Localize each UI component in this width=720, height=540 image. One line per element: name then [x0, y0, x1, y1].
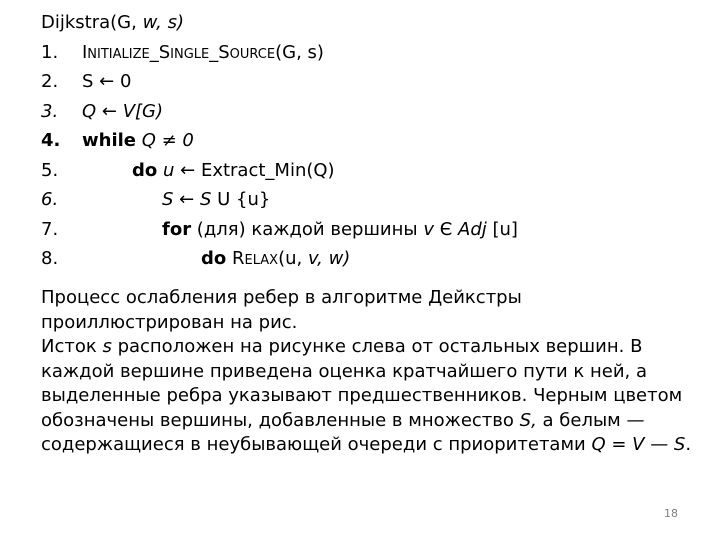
line-number: 4. — [41, 130, 61, 151]
algorithm-header — [41, 8, 701, 38]
assignment-rhs: U {u} — [211, 189, 271, 210]
procedure-call: Relax — [232, 248, 279, 269]
function-name: Dijkstra — [41, 12, 111, 33]
line-number: 7. — [41, 218, 59, 240]
procedure-args-rest: v, w) — [307, 248, 351, 269]
procedure-call: Initialize_Single_Source — [82, 41, 276, 63]
algorithm-line-1 — [41, 38, 701, 68]
line-number: 5. — [41, 159, 59, 181]
description-paragraph — [41, 286, 701, 458]
keyword-do: do — [132, 159, 158, 181]
variable-v: v — [423, 218, 434, 240]
line-number: 1. — [41, 41, 59, 63]
statement: ← Extract_Min(Q) — [174, 159, 335, 181]
header-args-rest: w, s) — [142, 12, 184, 33]
algorithm-line-6 — [41, 185, 701, 215]
algorithm-line-2 — [41, 67, 701, 97]
paragraph-1: Процесс ослабления ребер в алгоритме Дейкстры проиллюстрирован на рис. — [41, 287, 522, 333]
header-args-open: (G, — [110, 12, 143, 33]
line-number: 6. — [41, 189, 59, 210]
algorithm-line-7 — [41, 215, 701, 245]
variable-u: u — [163, 159, 175, 181]
algorithm-line-3 — [41, 97, 701, 127]
statement: [u] — [486, 218, 518, 240]
keyword-do: do — [201, 248, 227, 269]
adjacency-list: Adj — [458, 218, 487, 240]
line-number: 2. — [41, 71, 59, 92]
keyword-for: for — [162, 218, 192, 240]
algorithm-block — [41, 8, 701, 274]
assignment-lhs: S ← S — [162, 189, 212, 210]
line-number: 8. — [41, 248, 59, 269]
line-number: 3. — [41, 100, 59, 122]
algorithm-line-5 — [41, 156, 701, 186]
procedure-args: (G, s) — [275, 41, 324, 63]
keyword-while: while — [82, 130, 136, 151]
algorithm-line-4 — [41, 126, 701, 156]
paragraph-2: Исток s расположен на рисунке слева от остальных вершин. В каждой вершине приведена оценка кратчайшего пути к ней, а выделенные ребра указывают предшественников. Черным цветом обозначены вершины, добавленные в множество S, а белым — содержащиеся в неубывающей очереди с приоритетами Q = V — S. — [41, 336, 692, 455]
statement: Q ← V[G) — [82, 100, 163, 122]
statement: (для) каждой вершины — [191, 218, 424, 240]
page-number: 18 — [664, 507, 678, 520]
loop-condition: Q ≠ 0 — [141, 130, 194, 151]
algorithm-line-8 — [41, 244, 701, 274]
element-of-symbol: Є — [433, 218, 458, 240]
procedure-args-open: (u, — [278, 248, 308, 269]
statement: S ← 0 — [82, 71, 132, 92]
